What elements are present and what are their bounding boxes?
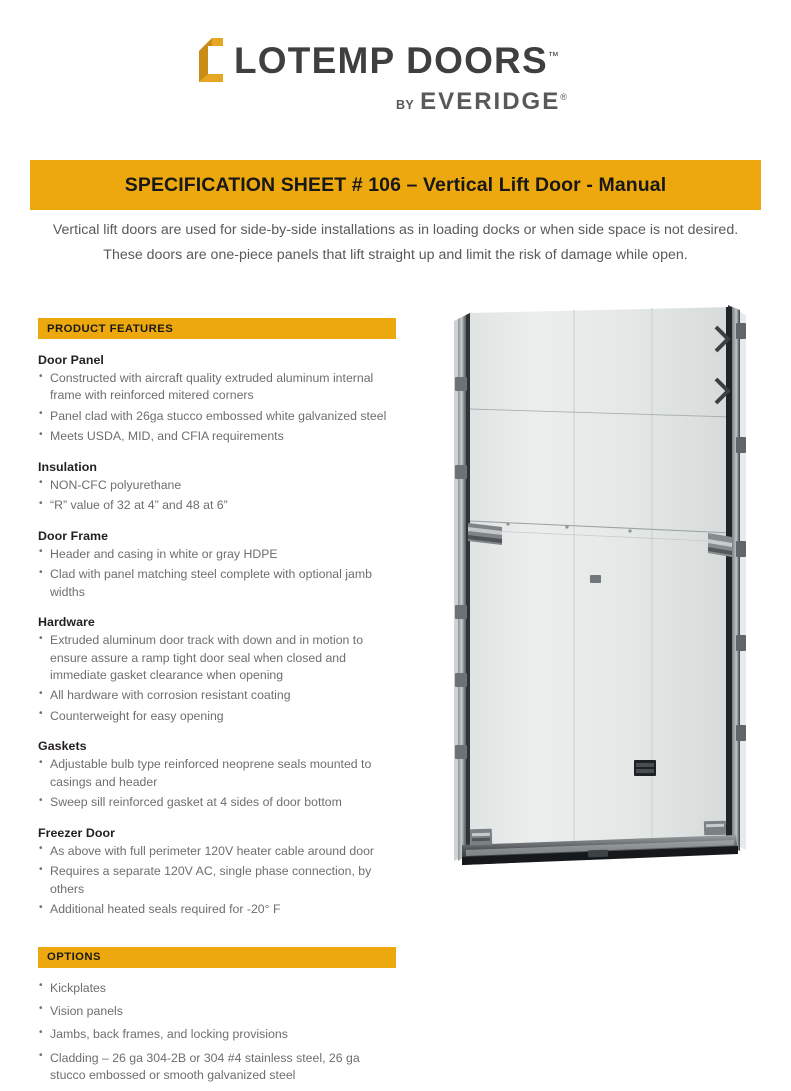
list-item: • Constructed with aircraft quality extruded aluminum internal frame with reinforced mitered corners [38,370,396,405]
list-item: • “R” value of 32 at 4” and 48 at 6” [38,497,396,514]
lotemp-corner-mark-icon [196,37,226,83]
list-item: • Panel clad with 26ga stucco embossed white galvanized steel [38,408,396,425]
list-item: • Requires a separate 120V AC, single phase connection, by others [38,863,396,898]
feature-list [38,632,396,725]
product-features-header-bar [38,318,396,339]
feature-list [38,843,396,919]
vertical-lift-door-illustration [440,305,770,875]
page-title-subject: Vertical Lift Door - Manual [423,173,667,196]
intro-paragraph [45,218,746,268]
group-title: Door Panel [38,353,104,367]
logo-secondary-row [396,90,567,114]
feature-group-freezer-door [38,826,396,919]
feature-group-hardware [38,615,396,725]
product-features-label: PRODUCT FEATURES [47,322,174,335]
trademark-symbol: ™ [547,50,559,63]
options-list [38,980,396,1085]
group-title: Door Frame [38,528,109,543]
list-item: • As above with full perimeter 120V heater cable around door [38,843,396,860]
feature-list [38,477,396,515]
brand-name: LOTEMP DOORS™ [234,39,559,81]
page-title-number: SPECIFICATION SHEET # 106 – [124,173,424,196]
list-item: • Vision panels [38,1003,396,1020]
options-label: OPTIONS [47,951,101,964]
feature-list [38,756,396,811]
spec-title-banner [30,160,761,210]
options-body [38,980,396,1085]
list-item: • Extruded aluminum door track with down and in motion to ensure assure a ramp tight door seal when closed and immediate gasket clearance when opening [38,632,396,684]
list-item: • Additional heated seals required for -20° F [38,901,396,918]
group-title: Insulation [38,459,98,474]
feature-group-door-panel [38,353,396,446]
left-content-column [38,318,396,1091]
logo-primary-row [196,36,559,84]
list-item: • Adjustable bulb type reinforced neoprene seals mounted to casings and header [38,756,396,791]
page-title [125,174,667,197]
by-label: BY [396,98,415,112]
list-item: • Kickplates [38,980,396,997]
options-section [38,947,396,1085]
intro-line-2: These doors are one-piece panels that lift straight up and limit the risk of damage while open. [103,246,688,263]
group-title: Freezer Door [38,825,116,840]
list-item: • Sweep sill reinforced gasket at 4 sides of door bottom [38,794,396,811]
registered-symbol: ® [560,92,567,102]
feature-group-gaskets [38,739,396,811]
feature-group-door-frame [38,529,396,601]
masthead [0,36,791,136]
group-title: Hardware [38,615,95,630]
feature-group-insulation [38,460,396,515]
feature-list [38,370,396,446]
list-item: • NON-CFC polyurethane [38,477,396,494]
intro-line-1: Vertical lift doors are used for side-by-side installations as in loading docks or when side space is not desired. [52,222,739,238]
list-item: • Clad with panel matching steel complete with optional jamb widths [38,566,396,601]
list-item: • All hardware with corrosion resistant coating [38,687,396,704]
list-item: • Cladding – 26 ga 304-2B or 304 #4 stainless steel, 26 ga stucco embossed or smooth galvanized steel [38,1050,396,1085]
product-photo [440,305,770,875]
list-item: • Counterweight for easy opening [38,708,396,725]
feature-list [38,546,396,601]
list-item: • Header and casing in white or gray HDPE [38,546,396,563]
group-title: Gaskets [38,739,87,754]
list-item: • Meets USDA, MID, and CFIA requirements [38,428,396,445]
list-item: • Jambs, back frames, and locking provisions [38,1026,396,1043]
parent-brand-name: EVERIDGE® [420,88,567,115]
brand-logo [196,36,596,128]
options-header-bar [38,947,396,968]
